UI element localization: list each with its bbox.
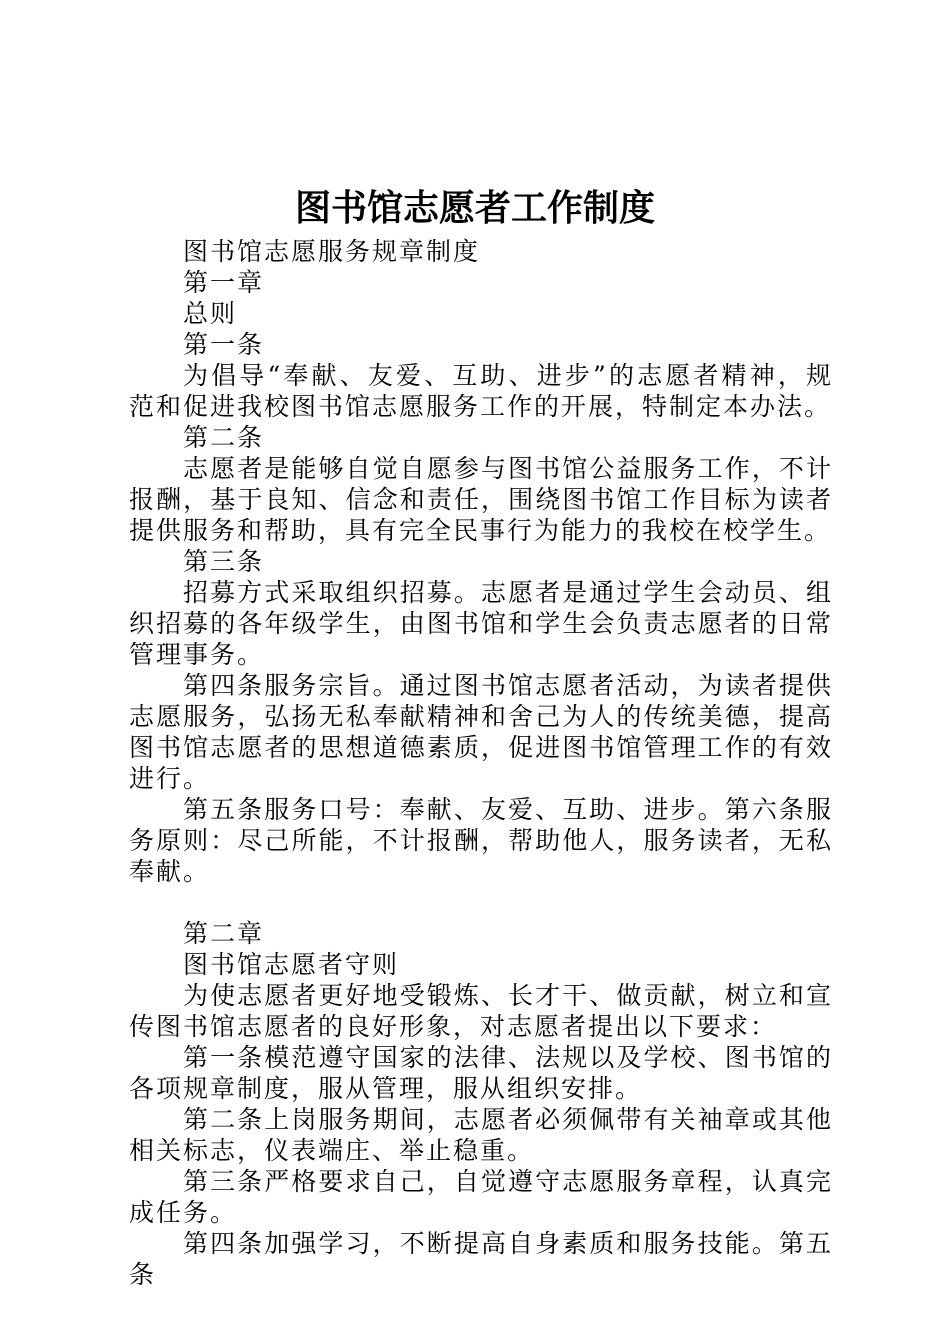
paragraph-rules-intro: 为使志愿者更好地受锻炼、长才干、做贡献，树立和宣传图书馆志愿者的良好形象，对志愿者提出以下要求：	[129, 981, 833, 1041]
paragraph-rule-3: 第三条严格要求自己，自觉遵守志愿服务章程，认真完成任务。	[129, 1167, 833, 1227]
paragraph-general-provisions: 总则	[183, 299, 238, 328]
paragraph-rule-4: 第四条加强学习，不断提高自身素质和服务技能。第五条	[129, 1229, 833, 1289]
paragraph-article-3-text: 招募方式采取组织招募。志愿者是通过学生会动员、组织招募的各年级学生，由图书馆和学生会负责志愿者的日常管理事务。	[129, 578, 833, 669]
paragraph-rule-1: 第一条模范遵守国家的法律、法规以及学校、图书馆的各项规章制度，服从管理，服从组织安排。	[129, 1043, 833, 1103]
paragraph-article-1-text: 为倡导“奉献、友爱、互助、进步”的志愿者精神，规范和促进我校图书馆志愿服务工作的开展，特制定本办法。	[129, 361, 833, 421]
paragraph-spacer	[129, 887, 833, 918]
paragraph-article-2-heading: 第二条	[183, 423, 265, 452]
paragraph-volunteer-rules-heading: 图书馆志愿者守则	[183, 950, 400, 979]
paragraph-article-2-text: 志愿者是能够自觉自愿参与图书馆公益服务工作，不计报酬，基于良知、信念和责任，围绕图书馆工作目标为读者提供服务和帮助，具有完全民事行为能力的我校在校学生。	[129, 454, 833, 545]
document-body	[129, 236, 833, 1290]
document-title: 图书馆志愿者工作制度	[294, 187, 655, 229]
paragraph-article-5-6-text: 第五条服务口号：奉献、友爱、互助、进步。第六条服务原则：尽己所能，不计报酬，帮助他人，服务读者，无私奉献。	[129, 795, 833, 886]
paragraph-article-1-heading: 第一条	[183, 330, 265, 359]
paragraph-article-4-text: 第四条服务宗旨。通过图书馆志愿者活动，为读者提供志愿服务，弘扬无私奉献精神和舍己为人的传统美德，提高图书馆志愿者的思想道德素质，促进图书馆管理工作的有效进行。	[129, 671, 833, 793]
paragraph-chapter-2-heading: 第二章	[183, 919, 265, 948]
paragraph-chapter-subtitle: 图书馆志愿服务规章制度	[183, 237, 481, 266]
paragraph-rule-2: 第二条上岗服务期间，志愿者必须佩带有关袖章或其他相关标志，仪表端庄、举止稳重。	[129, 1105, 833, 1165]
paragraph-article-3-heading: 第三条	[183, 547, 265, 576]
paragraph-chapter-1-heading: 第一章	[183, 268, 265, 297]
